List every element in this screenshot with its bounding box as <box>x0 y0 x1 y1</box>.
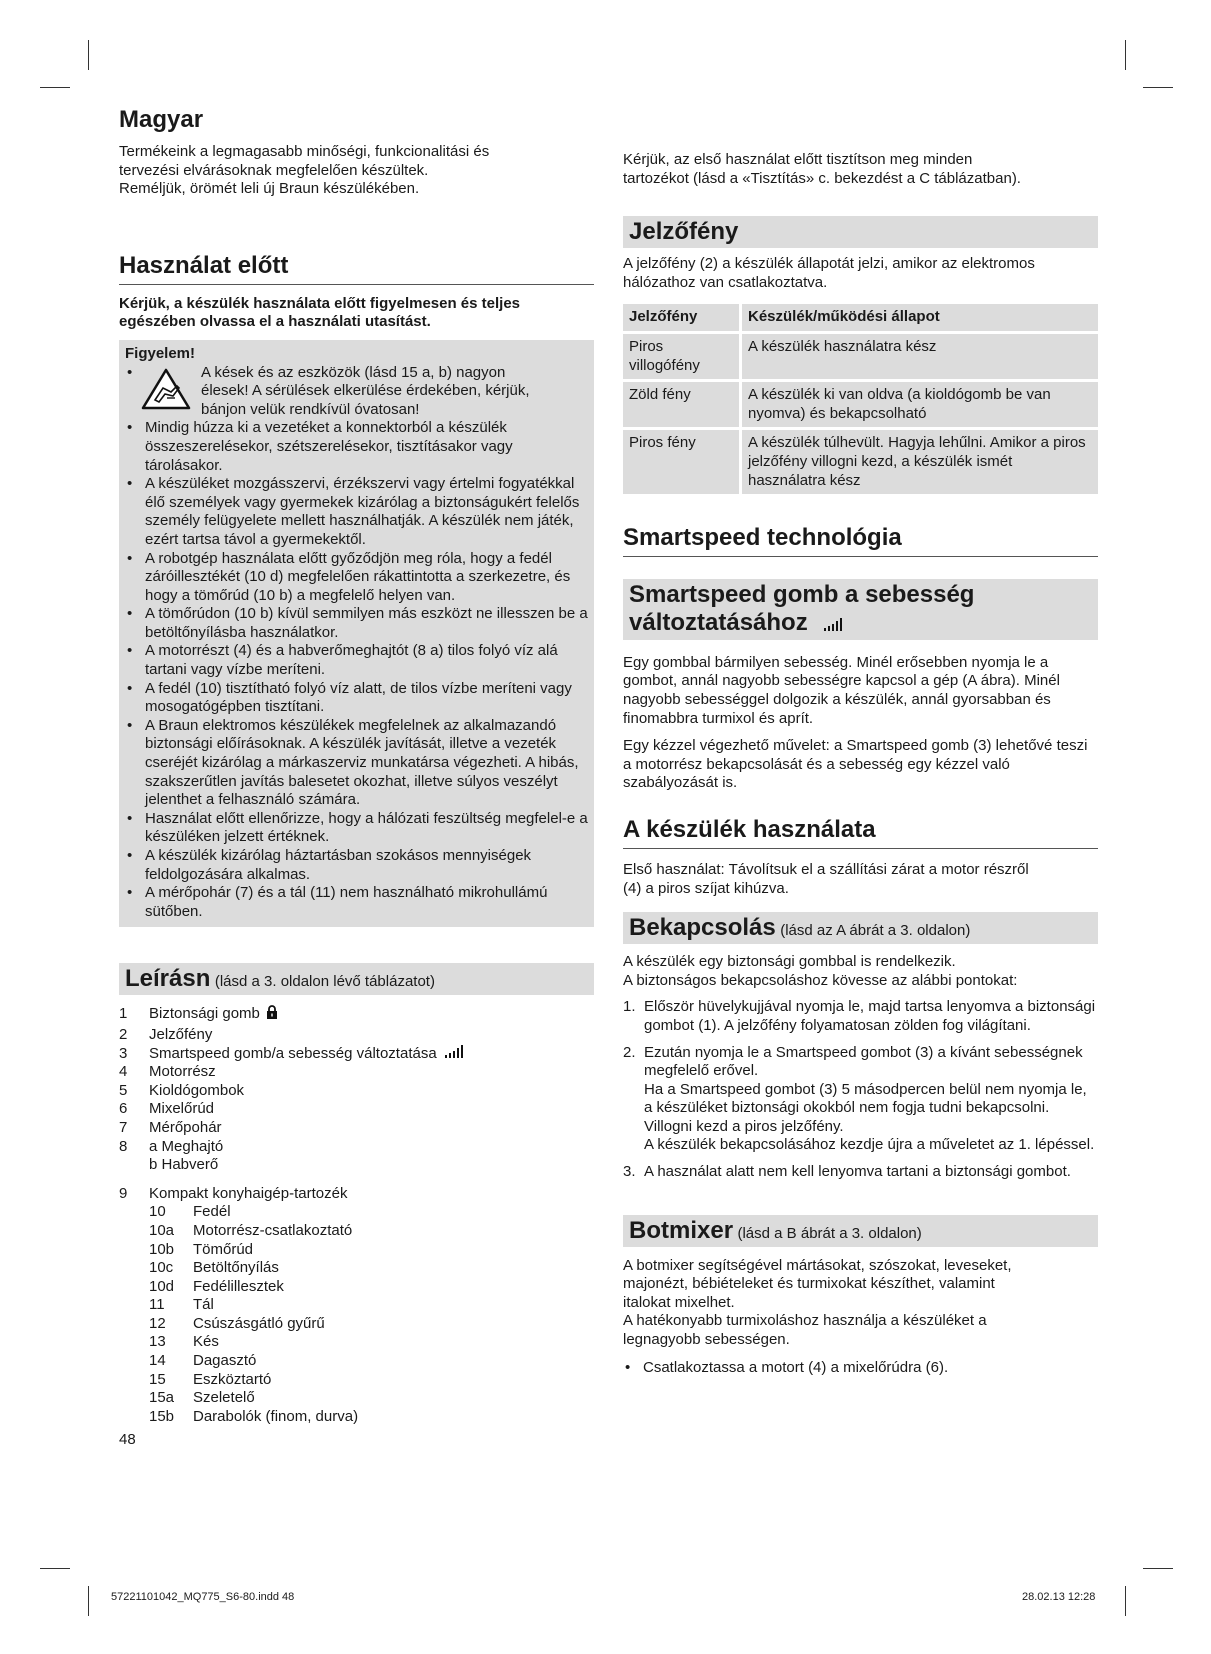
switch-on-steps <box>623 998 1098 1181</box>
crop-mark <box>40 87 70 88</box>
footer-date: 28.02.13 12:28 <box>1022 1591 1096 1603</box>
text-line: legnagyobb sebességen. <box>623 1331 790 1349</box>
list-item: 5 Kioldógombok <box>119 1081 245 1099</box>
speed-bars-icon <box>824 610 844 638</box>
table-header-cell: Készülék/működési állapot <box>742 304 1098 334</box>
table-cell: A készülék ki van oldva (a kioldógomb be van nyomva) és bekapcsolható <box>742 382 1098 430</box>
list-item: 14 Dagasztó <box>149 1352 257 1370</box>
table-header-cell: Jelzőfény <box>623 304 742 334</box>
smartspeed-paragraph: Egy gombbal bármilyen sebesség. Minél erősebben nyomja le a gombot, annál nagyobb sebességre kapcsol a gép (A ábra). Minél nagyobb sebességgel dolgozik a készülék, annál gyorsabban és finomabbra turmixol és aprít. <box>623 653 1060 727</box>
warning-line: bánjon velük rendkívül óvatosan! <box>201 400 420 418</box>
warning-line: A kések és az eszközök (lásd 15 a, b) nagyon <box>201 363 506 381</box>
list-item: 10 Fedél <box>149 1203 231 1221</box>
text-line: majonézt, bébiételeket és turmixokat készíthet, valamint <box>623 1275 995 1293</box>
crop-mark <box>1143 1568 1173 1569</box>
list-item: 8 a Meghajtó <box>119 1137 224 1155</box>
lock-icon <box>266 1005 278 1026</box>
text-line: A hatékonyabb turmixoláshoz használja a készüléket a <box>623 1312 987 1330</box>
section-title-before-use: Használat előtt <box>119 251 594 285</box>
warning-title: Figyelem! <box>125 344 196 362</box>
step-item: 1. Először hüvelykujjával nyomja le, majd tartsa lenyomva a biztonsági gombot (1). A jelzőfény folyamatosan zölden fog világítani. <box>623 998 1096 1034</box>
text-line: hálózathoz van csatlakoztatva. <box>623 273 828 291</box>
description-subtitle: (lásd a 3. oldalon lévő táblázatot) <box>214 973 435 991</box>
warning-list <box>125 419 588 921</box>
section-title-description <box>119 963 594 995</box>
list-item: 15b Darabolók (finom, durva) <box>149 1407 359 1425</box>
table-cell: A készülék túlhevült. Hagyja lehűlni. Amikor a piros jelzőfény villogni kezd, a készülék ismét használatra kész <box>742 430 1098 497</box>
table-cell: A készülék használatra kész <box>742 334 1098 382</box>
list-item: 4 Motorrész <box>119 1063 216 1081</box>
list-item: b Habverő <box>149 1156 219 1174</box>
intro-text <box>119 143 594 199</box>
first-use-text <box>623 861 1098 898</box>
sharp-blade-warning-icon <box>141 364 201 420</box>
list-item: 2 Jelzőfény <box>119 1025 213 1043</box>
warning-item: • A Braun elektromos készülékek megfelelnek az alkalmazandó biztonsági előírásoknak. A készülék javítását, illetve a vezeték cseréjét kizárólag a márkaszerviz munkatársa végezheti. A hibás, szakszerűtlen javítás balesetet okozhat, illetve súlyos veszélyt jelenthet a felhasználó számára. <box>127 716 579 809</box>
intro-line: tartozékot (lásd a «Tisztítás» c. bekezdést a C táblázatban). <box>623 169 1021 187</box>
hand-blender-title: Botmixer <box>629 1216 734 1244</box>
intro-line: Termékeink a legmagasabb minőségi, funkcionalitási és <box>119 143 490 160</box>
intro-line: Kérjük, az első használat előtt tisztítson meg minden <box>623 151 973 168</box>
warning-item: • Mindig húzza ki a vezetéket a konnektorból a készülék összeszerelésekor, szétszerelésekor, tisztításakor vagy tárolásakor. <box>127 419 513 474</box>
text-line: A jelzőfény (2) a készülék állapotát jelzi, amikor az elektromos <box>623 255 1035 273</box>
crop-mark <box>88 40 89 70</box>
list-item: 13 Kés <box>149 1333 219 1351</box>
warning-item: • A robotgép használata előtt győződjön meg róla, hogy a fedél záróillesztékét (10 d) megfelelően rákattintotta a szerkezetre, és hogy a tömőrúd (10 b) a megfelelő helyen van. <box>127 549 571 604</box>
table-header-row <box>623 304 1098 334</box>
smartspeed-button-title-line2: változtatásához <box>629 609 1092 638</box>
switch-on-subtitle: (lásd az A ábrát a 3. oldalon) <box>780 922 971 940</box>
text-line: Első használat: Távolítsuk el a szállítási zárat a motor részről <box>623 860 1029 878</box>
warning-item: • A motorrészt (4) és a habverőmeghajtót (8 a) tilos folyó víz alá tartani vagy vízbe meríteni. <box>127 642 558 679</box>
indicator-light-title: Jelzőfény <box>629 218 739 246</box>
crop-mark <box>88 1586 89 1616</box>
list-item: 1 Biztonsági gomb <box>119 1005 594 1026</box>
list-item: 10c Betöltőnyílás <box>149 1259 279 1277</box>
list-item: 12 Csúszásgátló gyűrű <box>149 1314 325 1332</box>
list-item: 3 Smartspeed gomb/a sebesség változtatása <box>119 1045 594 1064</box>
list-item: 11 Tál <box>149 1296 214 1314</box>
intro-line: Reméljük, örömét leli új Braun készülékében. <box>119 180 420 198</box>
page-number: 48 <box>119 1431 136 1449</box>
list-item: 15a Szeletelő <box>149 1389 255 1407</box>
warning-item: • A készüléket mozgásszervi, érzékszervi vagy értelmi fogyatékkal élő személyek vagy gyermekek kizárólag a biztonságukért felelős személy felügyelete mellett használhatják. A készülék nem játék, ezért tartsa távol a gyermekektől. <box>127 475 580 548</box>
table-cell: Piros fény <box>623 430 742 497</box>
list-item: 15 Eszköztartó <box>149 1370 272 1388</box>
before-use-notice: Kérjük, a készülék használata előtt figyelmesen és teljes egészében olvassa el a használati utasítást. <box>119 294 521 331</box>
list-item: 6 Mixelőrúd <box>119 1100 215 1118</box>
table-row <box>623 334 1098 382</box>
smartspeed-button-title: Smartspeed gomb a sebesség <box>629 581 975 609</box>
section-title-smartspeed: Smartspeed technológia <box>623 523 1098 557</box>
warning-item: • A mérőpohár (7) és a tál (11) nem használható mikrohullámú sütőben. <box>127 884 548 920</box>
footer-file-info: 57221101042_MQ775_S6-80.indd 48 <box>111 1591 295 1603</box>
step-item: 3. A használat alatt nem kell lenyomva tartani a biztonsági gombot. <box>623 1163 1071 1181</box>
list-item: 10d Fedélillesztek <box>149 1277 284 1295</box>
warning-item: • A fedél (10) tisztítható folyó víz alatt, de tilos vízbe meríteni vagy mosogatógépben tisztítani. <box>127 679 572 716</box>
hand-blender-subtitle: (lásd a B ábrát a 3. oldalon) <box>737 1224 922 1242</box>
section-title-smartspeed-button <box>623 579 1098 640</box>
switch-on-text <box>623 953 1098 990</box>
section-title-indicator-light <box>623 216 1098 248</box>
hand-blender-text <box>623 1257 1098 1350</box>
warning-item: • A tömőrúdon (10 b) kívül semmilyen más eszközt ne illesszen be a betöltőnyílásba használatkor. <box>127 605 588 641</box>
speed-bars-icon <box>445 1045 465 1064</box>
crop-mark <box>1125 1586 1126 1616</box>
text-line: italokat mixelhet. <box>623 1293 735 1311</box>
section-title-hand-blender <box>623 1215 1098 1247</box>
warning-first-item <box>125 364 588 420</box>
indicator-light-text <box>623 255 1098 292</box>
table-cell: Piros villogófény <box>623 334 742 382</box>
parts-list <box>119 1005 594 1426</box>
hand-blender-list <box>623 1359 1098 1378</box>
language-title: Magyar <box>119 106 204 133</box>
warning-item: • Használat előtt ellenőrizze, hogy a hálózati feszültség megfelel-e a készüléken jelzett értéknek. <box>127 809 588 846</box>
step-item: 2. Ezután nyomja le a Smartspeed gombot (3) a kívánt sebességnek megfelelő erővel. Ha a Smartspeed gombot (3) 5 másodpercen belül nem nyomja le, a készüléket biztonsági okokból nem fogja tudni bekapcsolni. Villogni kezd a piros jelzőfény. A készülék bekapcsolásához kezdje újra a műveletet az 1. lépéssel. <box>623 1043 1095 1154</box>
description-title: Leírásn <box>125 965 211 993</box>
list-item: 10a Motorrész-csatlakoztató <box>149 1221 353 1239</box>
list-item: 7 Mérőpohár <box>119 1118 222 1136</box>
list-item: 10b Tömőrúd <box>149 1240 254 1258</box>
left-column <box>119 105 594 1450</box>
indicator-status-table <box>623 304 1098 497</box>
warning-item: • A készülék kizárólag háztartásban szokásos mennyiségek feldolgozására alkalmas. <box>127 847 532 883</box>
intro-line: tervezési elvárásoknak megfelelően készültek. <box>119 161 429 179</box>
warning-box <box>119 340 594 927</box>
section-title-device-use: A készülék használata <box>623 815 1098 849</box>
bullet: • <box>127 363 133 381</box>
table-row <box>623 430 1098 497</box>
cleaning-intro <box>623 151 1098 188</box>
text-line: A biztonságos bekapcsoláshoz kövesse az alábbi pontokat: <box>623 971 1018 989</box>
switch-on-title: Bekapcsolás <box>629 914 776 942</box>
text-line: A készülék egy biztonsági gombbal is rendelkezik. <box>623 953 956 971</box>
text-line: A botmixer segítségével mártásokat, szószokat, leveseket, <box>623 1256 1012 1274</box>
list-item: 9 Kompakt konyhaigép-tartozék <box>119 1184 348 1202</box>
crop-mark <box>1125 40 1126 70</box>
table-row <box>623 382 1098 430</box>
crop-mark <box>40 1568 70 1569</box>
table-cell: Zöld fény <box>623 382 742 430</box>
warning-line: élesek! A sérülések elkerülése érdekében, kérjük, <box>201 382 530 400</box>
section-title-switch-on <box>623 912 1098 944</box>
list-item: • Csatlakoztassa a motort (4) a mixelőrúdra (6). <box>625 1358 949 1376</box>
crop-mark <box>1143 87 1173 88</box>
right-column <box>623 151 1098 1377</box>
smartspeed-paragraph: Egy kézzel végezhető művelet: a Smartspeed gomb (3) lehetővé teszi a motorrész bekapcsolását és a sebesség egy kézzel való szabályozását is. <box>623 737 1088 792</box>
text-line: (4) a piros szíjat kihúzva. <box>623 879 789 897</box>
